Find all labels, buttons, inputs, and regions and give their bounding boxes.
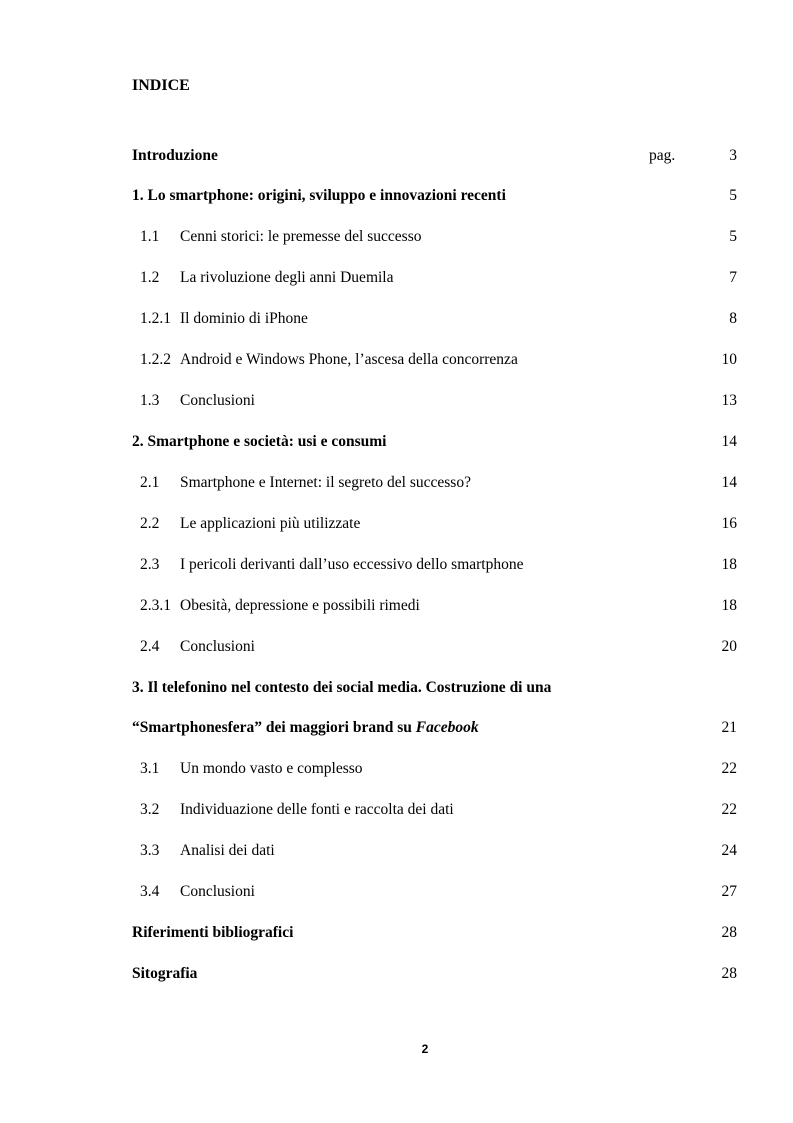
toc-entry-page: 22	[721, 760, 737, 777]
toc-entry-2-3[interactable]	[0, 555, 793, 575]
toc-entry-label: Sitografia	[132, 965, 198, 982]
page-title: INDICE	[132, 77, 190, 94]
toc-entry-label: La rivoluzione degli anni Duemila	[180, 269, 394, 286]
toc-entry-chapter-3-line-2[interactable]	[0, 718, 793, 738]
toc-entry-chapter-2[interactable]	[0, 432, 793, 452]
toc-entry-page: 27	[721, 883, 737, 900]
chapter-title-part: . Il telefonino nel contesto dei social media. Costruzione di una	[139, 679, 552, 696]
toc-entry-2-1[interactable]	[0, 473, 793, 493]
toc-entry-number: 2.1	[140, 474, 160, 491]
toc-entry-label: Le applicazioni più utilizzate	[180, 515, 361, 532]
toc-entry-page: 7	[729, 269, 737, 286]
toc-entry-label: Introduzione	[132, 147, 218, 164]
toc-entry-label: Riferimenti bibliografici	[132, 924, 294, 941]
toc-entry-page: 24	[721, 842, 737, 859]
toc-entry-2-3-1[interactable]	[0, 596, 793, 616]
toc-entry-page: 5	[729, 228, 737, 245]
toc-entry-label: Individuazione delle fonti e raccolta dei dati	[180, 801, 454, 818]
toc-entry-sitografia[interactable]	[0, 964, 793, 984]
chapter-title-part: “Smartphonesfera” dei maggiori brand su	[132, 719, 416, 736]
footer-page-number: 2	[421, 1042, 429, 1056]
toc-entry-1-2-2[interactable]	[0, 350, 793, 370]
toc-entry-page: 21	[721, 719, 737, 736]
toc-entry-chapter-1[interactable]	[0, 186, 793, 206]
toc-entry-number: 1.3	[140, 392, 160, 409]
toc-entry-number: 3.4	[140, 883, 160, 900]
toc-entry-label: Obesità, depressione e possibili rimedi	[180, 597, 420, 614]
toc-entry-page: 18	[721, 556, 737, 573]
toc-entry-1-1[interactable]	[0, 227, 793, 247]
toc-entry-label: Cenni storici: le premesse del successo	[180, 228, 422, 245]
toc-entry-number: 3.1	[140, 760, 160, 777]
toc-entry-label	[132, 718, 479, 738]
toc-entry-page: 8	[729, 310, 737, 327]
toc-entry-page: 28	[721, 965, 737, 982]
toc-entry-number: 2.3.1	[140, 597, 171, 614]
toc-entry-2-4[interactable]	[0, 637, 793, 657]
toc-entry-number: 1.2.2	[140, 351, 171, 368]
toc-entry-page: 16	[721, 515, 737, 532]
toc-entry-page: 18	[721, 597, 737, 614]
toc-entry-number: 2.2	[140, 515, 160, 532]
toc-entry-page: 5	[729, 187, 737, 204]
toc-entry-label: Smartphone e Internet: il segreto del successo?	[180, 474, 471, 491]
toc-entry-page: 22	[721, 801, 737, 818]
toc-entry-label: Conclusioni	[180, 638, 255, 655]
toc-entry-1-3[interactable]	[0, 391, 793, 411]
toc-entry-number: 1.1	[140, 228, 160, 245]
toc-entry-label: Conclusioni	[180, 883, 255, 900]
toc-entry-3-2[interactable]	[0, 800, 793, 820]
toc-entry-3-3[interactable]	[0, 841, 793, 861]
toc-entry-1-2[interactable]	[0, 268, 793, 288]
toc-entry-label	[132, 678, 551, 698]
toc-entry-label: I pericoli derivanti dall’uso eccessivo dello smartphone	[180, 556, 524, 573]
toc-entry-1-2-1[interactable]	[0, 309, 793, 329]
toc-entry-riferimenti[interactable]	[0, 923, 793, 943]
toc-entry-label: Analisi dei dati	[180, 842, 275, 859]
toc-entry-label: 2. Smartphone e società: usi e consumi	[132, 433, 387, 450]
toc-entry-number: 2.4	[140, 638, 160, 655]
toc-entry-number: 1.2	[140, 269, 160, 286]
toc-entry-number: 3.3	[140, 842, 160, 859]
chapter-number: 3	[132, 679, 140, 696]
toc-entry-page: 10	[721, 351, 737, 368]
pag-label: pag.	[649, 147, 676, 164]
toc-entry-chapter-3-line-1[interactable]	[0, 678, 793, 698]
toc-entry-page: 14	[721, 433, 737, 450]
toc-entry-page: 14	[721, 474, 737, 491]
toc-entry-label: 1. Lo smartphone: origini, sviluppo e innovazioni recenti	[132, 187, 506, 204]
toc-entry-label: Il dominio di iPhone	[180, 310, 308, 327]
toc-entry-label: Conclusioni	[180, 392, 255, 409]
toc-entry-number: 2.3	[140, 556, 160, 573]
toc-entry-number: 3.2	[140, 801, 160, 818]
toc-entry-number: 1.2.1	[140, 310, 171, 327]
toc-entry-page: 3	[729, 147, 737, 164]
toc-entry-introduzione[interactable]	[0, 146, 793, 166]
toc-entry-label: Un mondo vasto e complesso	[180, 760, 363, 777]
toc-entry-page: 13	[721, 392, 737, 409]
chapter-title-italic: Facebook	[415, 719, 479, 736]
toc-entry-page: 20	[721, 638, 737, 655]
toc-entry-label: Android e Windows Phone, l’ascesa della concorrenza	[180, 351, 518, 368]
toc-entry-3-4[interactable]	[0, 882, 793, 902]
toc-entry-3-1[interactable]	[0, 759, 793, 779]
toc-entry-2-2[interactable]	[0, 514, 793, 534]
toc-entry-page: 28	[721, 924, 737, 941]
